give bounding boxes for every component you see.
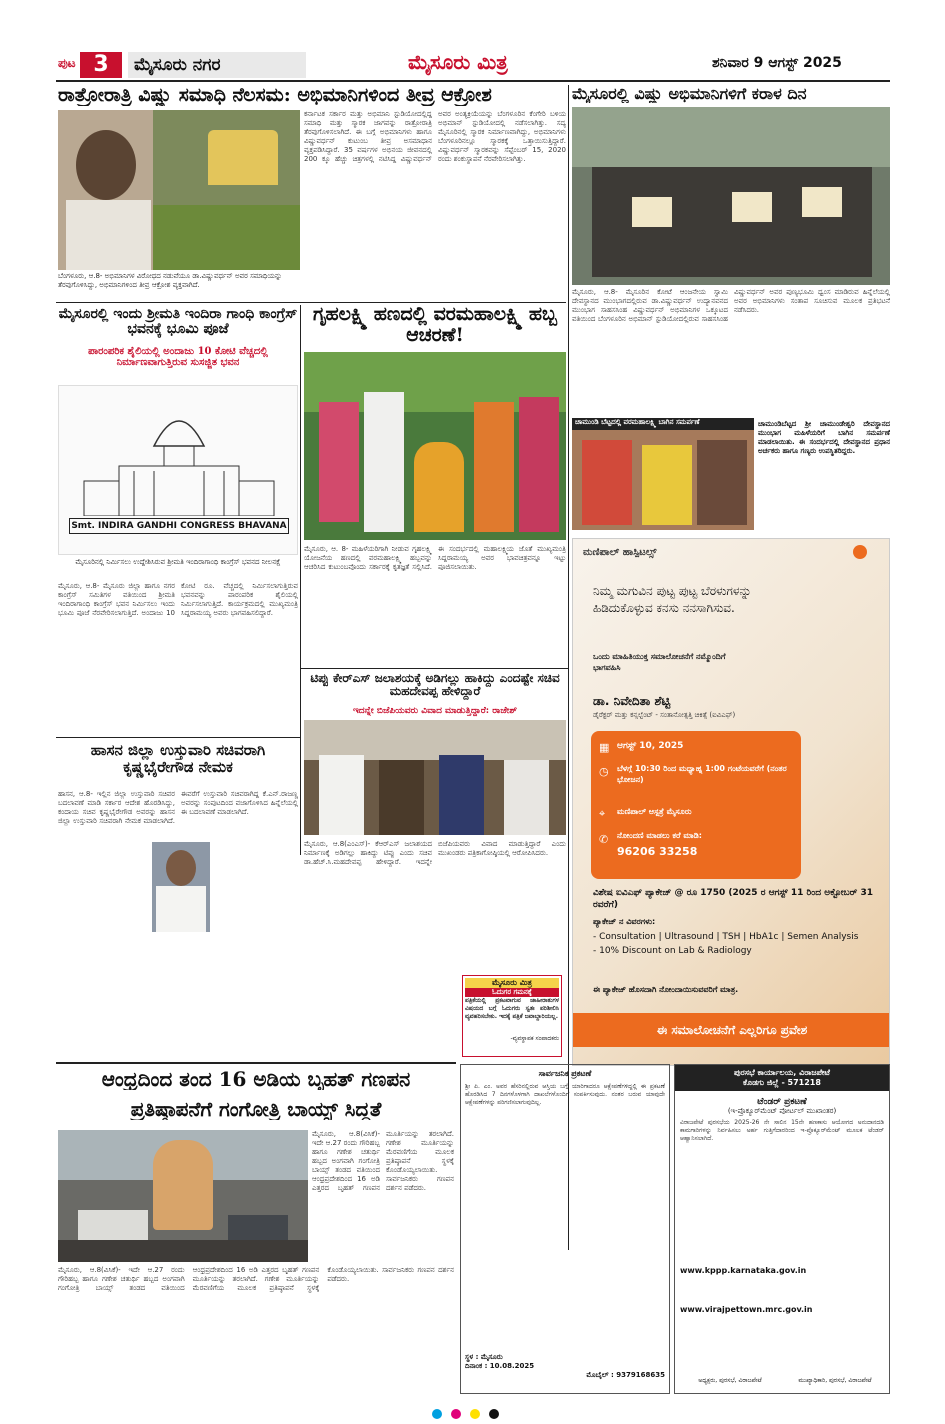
calendar-icon: ▦: [599, 741, 610, 754]
story1-body: ಕರ್ನಾಟಕ ಸರ್ಕಾರ ಮತ್ತು ಅಭಿಮಾನಿ ಸ್ಟುಡಿಯೋದಲ್ಲಿದ್ದ ಸಮಾಧಿ ಮತ್ತು ಸ್ಮಾರಕ ಜಾಗವನ್ನು ರಾತ್ರೋರಾತ್ರಿ ತೆರವುಗೊಳಿಸಲಾಗಿದೆ. ಈ ಬಗ್ಗೆ ಅಭಿಮಾನಿಗಳು ಹಾಗೂ ವಿಷ್ಣುವರ್ಧನ್ ಕುಟುಂಬ ತೀವ್ರ ಅಸಮಾಧಾನ ವ್ಯಕ್ತಪಡಿಸಿದ್ದಾರೆ. 35 ವರ್ಷಗಳ ಅಭಿನಯ ಜೀವನದಲ್ಲಿ 200 ಕ್ಕೂ ಹೆಚ್ಚು ಚಿತ್ರಗಳಲ್ಲಿ ನಟಿಸಿದ್ದ ವಿಷ್ಣುವರ್ಧನ್ ಅವರ ಅಂತ್ಯಕ್ರಿಯೆಯನ್ನು ಬೆಂಗಳೂರಿನ ಕೆಂಗೇರಿ ಬಳಿಯ ಅಭಿಮಾನ್ ಸ್ಟುಡಿಯೋದಲ್ಲಿ ನಡೆಸಲಾಗಿತ್ತು. ಸದ್ಯ ಮೈಸೂರಿನಲ್ಲಿ ಸ್ಮಾರಕ ನಿರ್ಮಾಣವಾಗಿದ್ದು, ಅಭಿಮಾನಿಗಳು ಬೆಂಗಳೂರಿನಲ್ಲೂ ಸ್ಮಾರಕಕ್ಕೆ ಒತ್ತಾಯಿಸುತ್ತಿದ್ದಾರೆ. ವಿಷ್ಣುವರ್ಧನ್ ಸ್ಮಾರಕವನ್ನು ಸೆಪ್ಟೆಂಬರ್ 15, 2020 ರಂದು ಶಂಕುಸ್ಥಾಪನೆ ನೆರವೇರಿಸಲಾಗಿತ್ತು.: [304, 110, 566, 163]
section-rule: [56, 1062, 456, 1064]
ad-tests: - Consultation | Ultrasound | TSH | HbA1c | Semen Analysis: [593, 932, 859, 942]
ad-package-includes: ಪ್ಯಾಕೇಜ್ ನ ವಿವರಗಳು:: [593, 917, 656, 926]
tender-body: ವಿರಾಜಪೇಟೆ ಪುರಸಭೆಯ 2025-26 ನೇ ಸಾಲಿನ 15ನೇ ಹಣಕಾಸು ಆಯೋಗದ ಅನುದಾನದಡಿ ಕಾಮಗಾರಿಗಳನ್ನು ನಿರ್ವಹಿಸಲು ಅರ್ಹ ಗುತ್ತಿಗೆದಾರರಿಂದ ಇ-ಪ್ರೊಕ್ಯೂರ್‌ಮೆಂಟ್ ಮೂಲಕ ಟೆಂಡರ್ ಆಹ್ವಾನಿಸಲಾಗಿದೆ.: [680, 1119, 884, 1142]
ad-package: ವಿಶೇಷ ಐವಿಎಫ್ ಪ್ಯಾಕೇಜ್ @ ರೂ 1750 (2025 ರ ಆಗಸ್ಟ್ 11 ರಿಂದ ಅಕ್ಟೋಬರ್ 31 ರವರೆಗೆ): [593, 888, 873, 910]
tender-notice: [674, 1064, 890, 1394]
header-rule: [56, 80, 890, 82]
story6-subhead: ಇದನ್ನೇ ಬಿಜೆಪಿಯವರು ವಿವಾದ ಮಾಡುತ್ತಿದ್ದಾರೆ: ರಾಜೇಶ್: [352, 706, 518, 716]
notice1-phone: ಮೊಬೈಲ್ : 9379168635: [586, 1371, 665, 1379]
ad-phone-label: ನೋಂದಣಿ ಮಾಡಲು ಕರೆ ಮಾಡಿ:: [617, 831, 702, 840]
tender-office: ಪುರಸಭೆ ಕಾರ್ಯಾಲಯ, ವಿರಾಜಪೇಟೆ: [733, 1068, 830, 1077]
ad-doctor-title: ಡೈರೆಕ್ಟರ್ ಮತ್ತು ಕನ್ಸಲ್ಟೆಂಟ್ - ಸಂತಾನೋತ್ಪತ್ತಿ ಚಿಕಿತ್ಸೆ (ಐವಿಎಫ್): [593, 711, 736, 719]
section-rule: [56, 737, 300, 738]
story4-headline: ಗೃಹಲಕ್ಷ್ಮಿ ಹಣದಲ್ಲಿ ವರಮಹಾಲಕ್ಷ್ಮಿ ಹಬ್ಬ ಆಚರಣೆ!: [312, 303, 558, 346]
tender-subtitle: (ಇ-ಪ್ರೊಕ್ಯೂರ್‌ಮೆಂಟ್ ಪೋರ್ಟಲ್ ಮುಖಾಂತರ): [727, 1107, 837, 1115]
story2-photo: [572, 107, 890, 285]
phone-icon: ✆: [599, 833, 609, 846]
story3-caption: ಮೈಸೂರಿನಲ್ಲಿ ನಿರ್ಮಿಸಲು ಉದ್ದೇಶಿಸಿರುವ ಶ್ರೀಮತಿ ಇಂದಿರಾಗಾಂಧಿ ಕಾಂಗ್ರೆಸ್ ಭವನದ ನೀಲನಕ್ಷೆ: [75, 558, 281, 566]
tender-district: ಕೊಡಗು ಜಿಲ್ಲೆ - 571218: [743, 1078, 821, 1087]
story6-photo: [304, 720, 566, 835]
page-label: ಪುಟ: [58, 56, 76, 70]
story4-photo: [304, 352, 566, 540]
story7-portrait: [152, 842, 210, 932]
public-notice-1: [460, 1064, 670, 1394]
ad-doctor-name: ಡಾ. ನಿವೇದಿತಾ ಶೆಟ್ಟಿ: [593, 694, 671, 708]
story1-photo: [58, 110, 300, 270]
ad-invite: ಒಂದು ಮಾಹಿತಿಯುಕ್ತ ಸಮಾಲೋಚನೆಗೆ ನಮ್ಮೊಂದಿಗೆ ಭಾಗವಹಿಸಿ: [593, 652, 726, 672]
blueprint-label: Smt. INDIRA GANDHI CONGRESS BHAVANA: [69, 518, 289, 534]
print-color-marks: [430, 1404, 501, 1423]
story5-body: ಚಾಮುಂಡಿಬೆಟ್ಟದ ಶ್ರೀ ಚಾಮುಂಡೇಶ್ವರಿ ದೇವಸ್ಥಾನದ ಮುಂಭಾಗ ಮಹಿಳೆಯರಿಗೆ ಬಾಗಿನ ಸಮರ್ಪಣೆ ಮಾಡಲಾಯಿತು. ಈ ಸಂದರ್ಭದಲ್ಲಿ ದೇವಸ್ಥಾನದ ಪ್ರಧಾನ ಅರ್ಚಕರು ಹಾಗೂ ಗಣ್ಯರು ಉಪಸ್ಥಿತರಿದ್ದರು.: [758, 420, 890, 455]
tender-title: ಟೆಂಡರ್ ಪ್ರಕಟಣೆ: [757, 1097, 807, 1107]
story3-headline: ಮೈಸೂರಲ್ಲಿ ಇಂದು ಶ್ರೀಮತಿ ಇಂದಿರಾ ಗಾಂಧಿ ಕಾಂಗ್ರೆಸ್ ಭವನಕ್ಕೆ ಭೂಮಿ ಪೂಜೆ: [58, 306, 298, 338]
story8-body-right: ಮೈಸೂರು, ಆ.8(ವಿಸಿಕೆ)- ಇದೇ ಆ.27 ರಂದು ಗೌರಿಹಬ್ಬ ಹಾಗೂ ಗಣೇಶ ಚತುರ್ಥಿ ಹಬ್ಬದ ಅಂಗವಾಗಿ ಗಂಗೋತ್ರಿ ಬಾಯ್ಸ್ ತಂಡದ ವತಿಯಿಂದ ಆಂಧ್ರಪ್ರದೇಶದಿಂದ 16 ಅಡಿ ಎತ್ತರದ ಬೃಹತ್ ಗಣಪನ ಮೂರ್ತಿಯನ್ನು ತರಲಾಗಿದೆ. ಗಣೇಶ ಮೂರ್ತಿಯನ್ನು ಮೆರವಣಿಗೆಯ ಮೂಲಕ ಪ್ರತಿಷ್ಠಾಪನೆ ಸ್ಥಳಕ್ಕೆ ಕೊಂಡೊಯ್ಯಲಾಯಿತು. ಸಾರ್ವಜನಿಕರು ಗಣಪನ ದರ್ಶನ ಪಡೆದರು.: [312, 1130, 454, 1192]
story8-headline-1: ಆಂಧ್ರದಿಂದ ತಂದ 16 ಅಡಿಯ ಬೃಹತ್ ಗಣಪನ: [101, 1068, 411, 1090]
story3-subhead: ಪಾರಂಪರಿಕ ಶೈಲಿಯಲ್ಲಿ ಅಂದಾಜು 10 ಕೋಟಿ ವೆಚ್ಚದಲ್ಲಿ ನಿರ್ಮಾಣವಾಗುತ್ತಿರುವ ಸುಸಜ್ಜಿತ ಭವನ: [88, 346, 268, 368]
cyan-dot: [432, 1409, 442, 1419]
yellow-dot: [470, 1409, 480, 1419]
story2-body: ಮೈಸೂರು, ಆ.8- ಮೈಸೂರಿನ ಕೋಟೆ ಆಂಜನೇಯ ಸ್ವಾಮಿ ದೇವಸ್ಥಾನದ ಮುಂಭಾಗದಲ್ಲಿರುವ ಡಾ.ವಿಷ್ಣುವರ್ಧನ್ ಉದ್ಯಾನವನದ ಮುಂಭಾಗ ಸಾಹಸಸಿಂಹ ವಿಷ್ಣುವರ್ಧನ್ ಅಭಿಮಾನಿಗಳ ಒಕ್ಕೂಟದ ವತಿಯಿಂದ ಬೆಂಗಳೂರಿನ ಅಭಿಮಾನ್ ಸ್ಟುಡಿಯೋದಲ್ಲಿರುವ ಸಾಹಸಸಿಂಹ ವಿಷ್ಣುವರ್ಧನ್ ಅವರ ಪುಣ್ಯಭೂಮಿ ಧ್ವಂಸ ಮಾಡಿರುವ ಹಿನ್ನೆಲೆಯಲ್ಲಿ ಅವರ ಅಭಿಮಾನಿಗಳು ಸಂತಾಪ ಸೂಚಿಸುವ ಮೂಲಕ ಪ್ರತಿಭಟನೆ ನಡೆಸಿದರು.: [572, 288, 890, 323]
ad-phone[interactable]: 96206 33258: [617, 845, 698, 858]
story6-headline: ಟಿಪ್ಪು ಕೇರ್‌ಎಸ್ ಜಲಾಶಯಕ್ಕೆ ಅಡಿಗಲ್ಲು ಹಾಕಿದ್ದು ಎಂದಷ್ಟೇ ಸಚಿವ ಮಹದೇವಪ್ಪ ಹೇಳಿದ್ದಾರೆ: [310, 671, 560, 699]
notice1-place: ಸ್ಥಳ : ಮೈಸೂರು: [465, 1353, 503, 1361]
notice-title: ಓದುಗರ ಗಮನಕ್ಕೆ: [465, 988, 559, 997]
story8-photo: [58, 1130, 308, 1262]
ad-brand: ಮಣಿಪಾಲ್ ಹಾಸ್ಪಿಟಲ್ಸ್: [583, 547, 657, 558]
manipal-ad: [572, 538, 890, 1066]
story1-headline: ರಾತ್ರೋರಾತ್ರಿ ವಿಷ್ಣು ಸಮಾಧಿ ನೆಲಸಮ: ಅಭಿಮಾನಿಗಳಿಂದ ತೀವ್ರ ಆಕ್ರೋಶ: [58, 85, 492, 106]
section-rule: [300, 668, 568, 669]
story5-subhead: ಚಾಮುಂಡಿ ಬೆಟ್ಟದಲ್ಲಿ ವರಮಹಾಲಕ್ಷ್ಮಿ ಬಾಗಿನ ಸಮರ್ಪಣೆ: [572, 418, 754, 430]
notice-brand: ಮೈಸೂರು ಮಿತ್ರ: [465, 978, 559, 988]
page-number: 3: [80, 52, 122, 78]
story8-body: ಮೈಸೂರು, ಆ.8(ವಿಸಿಕೆ)- ಇದೇ ಆ.27 ರಂದು ಗೌರಿಹಬ್ಬ ಹಾಗೂ ಗಣೇಶ ಚತುರ್ಥಿ ಹಬ್ಬದ ಅಂಗವಾಗಿ ಗಂಗೋತ್ರಿ ಬಾಯ್ಸ್ ತಂಡದ ವತಿಯಿಂದ ಆಂಧ್ರಪ್ರದೇಶದಿಂದ 16 ಅಡಿ ಎತ್ತರದ ಬೃಹತ್ ಗಣಪನ ಮೂರ್ತಿಯನ್ನು ತರಲಾಗಿದೆ. ಗಣೇಶ ಮೂರ್ತಿಯನ್ನು ಮೆರವಣಿಗೆಯ ಮೂಲಕ ಪ್ರತಿಷ್ಠಾಪನೆ ಸ್ಥಳಕ್ಕೆ ಕೊಂಡೊಯ್ಯಲಾಯಿತು. ಸಾರ್ವಜನಿಕರು ಗಣಪನ ದರ್ಶನ ಪಡೆದರು.: [58, 1266, 454, 1292]
story5-photo: [572, 430, 754, 530]
magenta-dot: [451, 1409, 461, 1419]
story3-blueprint: [58, 385, 298, 555]
tender-sign-1: ಅಧ್ಯಕ್ಷರು, ಪುರಸಭೆ, ವಿರಾಜಪೇಟೆ: [698, 1377, 762, 1384]
story2-headline: ಮೈಸೂರಲ್ಲಿ ವಿಷ್ಣು ಅಭಿಮಾನಿಗಳಿಗೆ ಕರಾಳ ದಿನ: [572, 85, 807, 103]
black-dot: [489, 1409, 499, 1419]
notice-sign: -ವ್ಯವಸ್ಥಾಪಕ ಸಂಪಾದಕರು: [510, 1035, 559, 1042]
ad-time: ಬೆಳಗ್ಗೆ 10:30 ರಿಂದ ಮಧ್ಯಾಹ್ನ 1:00 ಗಂಟೆಯವರೆಗೆ (ನಂತರ ಭೋಜನ): [617, 764, 787, 784]
ad-discount: - 10% Discount on Lab & Radiology: [593, 946, 752, 956]
ad-venue: ಮಣಿಪಾಲ್ ಆಸ್ಪತ್ರೆ ಮೈಸೂರು: [617, 807, 692, 816]
story8-headline-2: ಪ್ರತಿಷ್ಠಾಪನೆಗೆ ಗಂಗೋತ್ರಿ ಬಾಯ್ಸ್ ಸಿದ್ಧತೆ: [130, 1098, 382, 1120]
tender-website-2[interactable]: www.virajpettown.mrc.gov.in: [680, 1305, 813, 1314]
notice1-body: ಶ್ರೀ ಪಿ. ಎಂ. ಅವರ ಹೆಸರಿನಲ್ಲಿರುವ ಆಸ್ತಿಯ ಬಗ್ಗೆ ಯಾರಿಗಾದರೂ ಆಕ್ಷೇಪಣೆಗಳಿದ್ದಲ್ಲಿ ಈ ಪ್ರಕಟಣೆ ಹೊರಡಿಸಿದ 7 ದಿನಗಳೊಳಗಾಗಿ ದಾಖಲೆಗಳೊಂದಿಗೆ ಸಂಪರ್ಕಿಸುವುದು. ನಂತರ ಬರುವ ಯಾವುದೇ ಆಕ್ಷೇಪಣೆಗಳನ್ನು ಪರಿಗಣಿಸಲಾಗುವುದಿಲ್ಲ.: [465, 1083, 665, 1106]
reader-notice: [462, 975, 562, 1057]
tender-sign-2: ಮುಖ್ಯಾಧಿಕಾರಿ, ಪುರಸಭೆ, ವಿರಾಜಪೇಟೆ: [798, 1377, 872, 1384]
notice-body: ಪತ್ರಿಕೆಯಲ್ಲಿ ಪ್ರಕಟವಾಗುವ ಜಾಹೀರಾತುಗಳ ವಿಷಯದ ಬಗ್ಗೆ ಓದುಗರು ಸ್ವತಃ ಪರಿಶೀಲಿಸಿ ವ್ಯವಹರಿಸಬೇಕು. ಇದಕ್ಕೆ ಪತ್ರಿಕೆ ಜವಾಬ್ದಾರಿಯಲ್ಲ.: [465, 997, 559, 1020]
location-icon: ⌖: [599, 807, 606, 820]
ad-cta-banner: ಈ ಸಮಾಲೋಚನೆಗೆ ಎಲ್ಲರಿಗೂ ಪ್ರವೇಶ: [573, 1013, 890, 1047]
story4-body: ಮೈಸೂರು, ಆ. 8- ಮಹಿಳೆಯರಿಗಾಗಿ ನೀಡುವ ಗೃಹಲಕ್ಷ್ಮಿ ಯೋಜನೆಯ ಹಣದಲ್ಲಿ ವರಮಹಾಲಕ್ಷ್ಮಿ ಹಬ್ಬವನ್ನು ಆಚರಿಸಿದ ಕುಟುಂಬವೊಂದು ಸರ್ಕಾರಕ್ಕೆ ಕೃತಜ್ಞತೆ ಸಲ್ಲಿಸಿದೆ. ಈ ಸಂದರ್ಭದಲ್ಲಿ ಮಹಾಲಕ್ಷ್ಮಿಯ ಜೊತೆ ಮುಖ್ಯಮಂತ್ರಿ ಸಿದ್ದರಾಮಯ್ಯ ಅವರ ಭಾವಚಿತ್ರವನ್ನೂ ಇಟ್ಟು ಪೂಜಿಸಲಾಯಿತು.: [304, 545, 566, 571]
notice1-title: ಸಾರ್ವಜನಿಕ ಪ್ರಕಟಣೆ: [538, 1069, 592, 1078]
ad-logo-icon: [853, 545, 867, 559]
clock-icon: ◷: [599, 765, 609, 778]
story6-body: ಮೈಸೂರು, ಆ.8(ಎಂಎಸ್)- ಕೆಆರ್‌ಎಸ್ ಜಲಾಶಯದ ನಿರ್ಮಾಣಕ್ಕೆ ಅಡಿಗಲ್ಲು ಹಾಕಿದ್ದು ಟಿಪ್ಪು ಎಂದು ಸಚಿವ ಡಾ.ಹೆಚ್.ಸಿ.ಮಹದೇವಪ್ಪ ಹೇಳಿದ್ದಾರೆ. ಇದನ್ನೇ ಬಿಜೆಪಿಯವರು ವಿವಾದ ಮಾಡುತ್ತಿದ್ದಾರೆ ಎಂದು ಮುಖಂಡರು ಪತ್ರಿಕಾಗೋಷ್ಠಿಯಲ್ಲಿ ಆರೋಪಿಸಿದರು.: [304, 840, 566, 866]
story3-body: ಮೈಸೂರು, ಆ.8- ಮೈಸೂರು ಜಿಲ್ಲಾ ಹಾಗೂ ನಗರ ಕಾಂಗ್ರೆಸ್ ಸಮಿತಿಗಳ ವತಿಯಿಂದ ಶ್ರೀಮತಿ ಇಂದಿರಾಗಾಂಧಿ ಕಾಂಗ್ರೆಸ್ ಭವನ ನಿರ್ಮಿಸಲು ಇಂದು ಭೂಮಿ ಪೂಜೆ ನೆರವೇರಿಸಲಾಗುತ್ತಿದೆ. ಅಂದಾಜು 10 ಕೋಟಿ ರೂ. ವೆಚ್ಚದಲ್ಲಿ ನಿರ್ಮಿಸಲಾಗುತ್ತಿರುವ ಭವನವನ್ನು ಪಾರಂಪರಿಕ ಶೈಲಿಯಲ್ಲಿ ನಿರ್ಮಿಸಲಾಗುತ್ತಿದೆ. ಕಾರ್ಯಕ್ರಮದಲ್ಲಿ ಮುಖ್ಯಮಂತ್ರಿ ಸಿದ್ದರಾಮಯ್ಯ ಅವರು ಭಾಗವಹಿಸಲಿದ್ದಾರೆ.: [58, 582, 298, 617]
story7-body: ಹಾಸನ, ಆ.8- ಇಲ್ಲಿನ ಜಿಲ್ಲಾ ಉಸ್ತುವಾರಿ ಸಚಿವರ ಬದಲಾವಣೆ ಮಾಡಿ ಸರ್ಕಾರ ಆದೇಶ ಹೊರಡಿಸಿದ್ದು, ಕಂದಾಯ ಸಚಿವ ಕೃಷ್ಣಭೈರೇಗೌಡ ಅವರನ್ನು ಹಾಸನ ಜಿಲ್ಲಾ ಉಸ್ತುವಾರಿ ಸಚಿವರಾಗಿ ನೇಮಕ ಮಾಡಲಾಗಿದೆ. ಈವರೆಗೆ ಉಸ್ತುವಾರಿ ಸಚಿವರಾಗಿದ್ದ ಕೆ.ಎನ್.ರಾಜಣ್ಣ ಅವರನ್ನು ಸಂಪುಟದಿಂದ ವಜಾಗೊಳಿಸಿದ ಹಿನ್ನೆಲೆಯಲ್ಲಿ ಈ ಬದಲಾವಣೆ ಮಾಡಲಾಗಿದೆ.: [58, 790, 298, 825]
ad-note: ಈ ಪ್ಯಾಕೇಜ್ ಹೊಸದಾಗಿ ನೋಂದಾಯಿಸುವವರಿಗೆ ಮಾತ್ರ.: [593, 985, 739, 994]
section-title: ಮೈಸೂರು ನಗರ: [128, 52, 306, 78]
ad-date: ಆಗಸ್ಟ್ 10, 2025: [617, 741, 684, 751]
building-drawing: [59, 386, 299, 516]
masthead-brand: ಮೈಸೂರು ಮಿತ್ರ: [408, 50, 508, 74]
ad-tagline: ನಿಮ್ಮ ಮಗುವಿನ ಪುಟ್ಟ ಪುಟ್ಟ ಬೆರಳುಗಳನ್ನು ಹಿಡಿದುಕೊಳ್ಳುವ ಕನಸು ನನಸಾಗಿಸುವ.: [593, 584, 752, 615]
tender-website-1[interactable]: www.kppp.karnataka.gov.in: [680, 1266, 807, 1275]
story1-caption: ಬೆಂಗಳೂರು, ಆ.8- ಅಭಿಮಾನಿಗಳ ವಿರೋಧದ ನಡುವೆಯೂ ಡಾ.ವಿಷ್ಣುವರ್ಧನ್ ಅವರ ಸಮಾಧಿಯನ್ನು ತೆರವುಗೊಳಿಸಿದ್ದು, ಅಭಿಮಾನಿಗಳಿಂದ ತೀವ್ರ ಆಕ್ರೋಶ ವ್ಯಕ್ತವಾಗಿದೆ.: [58, 272, 282, 289]
story7-headline: ಹಾಸನ ಜಿಲ್ಲಾ ಉಸ್ತುವಾರಿ ಸಚಿವರಾಗಿ ಕೃಷ್ಣಭೈರೇಗೌಡ ನೇಮಕ: [90, 741, 266, 776]
ad-event-box: [591, 731, 801, 879]
notice1-date: ದಿನಾಂಕ : 10.08.2025: [465, 1362, 535, 1370]
column-divider: [300, 305, 301, 855]
issue-date: ಶನಿವಾರ 9 ಆಗಸ್ಟ್ 2025: [712, 55, 842, 71]
